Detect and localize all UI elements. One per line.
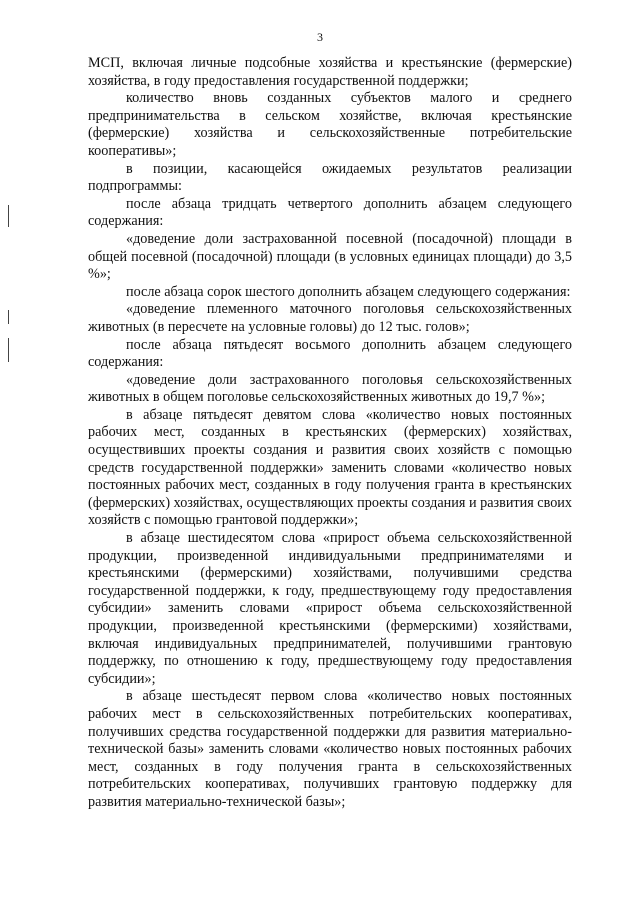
paragraph: в абзаце шестьдесят первом слова «количество новых постоянных рабочих мест в сельскохозяйственных потребительских кооперативах, получивших средства государственной поддержки для развития материально-технической базы» заменить словами «количество новых постоянных рабочих мест, созданных в году получения гранта в сельскохозяйственных потребительских кооперативах, получивших грантовую поддержку для развития материально-технической базы»; [88, 688, 572, 810]
paragraph: «доведение доли застрахованной посевной (посадочной) площади в общей посевной (посадочной) площади (в условных единицах площади) до 3,5 %»; [88, 230, 572, 283]
paragraph: после абзаца сорок шестого дополнить абзацем следующего содержания: [126, 283, 571, 300]
page-number: 3 [317, 30, 323, 44]
paragraph: количество вновь созданных субъектов малого и среднего предпринимательства в сельском хозяйстве, включая крестьянские (фермерские) хозяйства и сельскохозяйственные потребительские кооперативы»; [88, 90, 572, 159]
paragraph: после абзаца пятьдесят восьмого дополнить абзацем следующего содержания: [88, 336, 572, 371]
document-body [88, 55, 572, 812]
paragraph: в позиции, касающейся ожидаемых результатов реализации подпрограммы: [88, 160, 572, 195]
paragraph: «доведение племенного маточного поголовья сельскохозяйственных животных (в пересчете на условные головы) до 12 тыс. голов»; [88, 301, 572, 335]
paragraph: после абзаца тридцать четвертого дополнить абзацем следующего содержания: [88, 195, 572, 230]
margin-mark [8, 338, 9, 362]
margin-mark [8, 310, 9, 324]
paragraph: МСП, включая личные подсобные хозяйства и крестьянские (фермерские) хозяйства, в году предоставления государственной поддержки; [88, 55, 572, 89]
paragraph: в абзаце шестидесятом слова «прирост объема сельскохозяйственной продукции, произведенной индивидуальными предпринимателями и крестьянскими (фермерскими) хозяйствами, получившими средства государственной поддержки, к году, предшествующему году предоставления субсидии» заменить словами «прирост объема сельскохозяйственной продукции, произведенной крестьянскими (фермерскими) хозяйствами, включая индивидуальных предпринимателей, получившими грантовую поддержку, по отношению к году, предшествующему году предоставления субсидии»; [88, 530, 572, 687]
margin-mark [8, 205, 9, 227]
paragraph: «доведение доли застрахованного поголовья сельскохозяйственных животных в общем поголовье сельскохозяйственных животных до 19,7 %»; [88, 371, 572, 406]
paragraph: в абзаце пятьдесят девятом слова «количество новых постоянных рабочих мест, созданных в крестьянских (фермерских) хозяйствах, осуществивших проекты создания и развития своих хозяйств с помощью средств государственной поддержки» заменить словами «количество новых постоянных рабочих мест, созданных в году получения гранта в крестьянских (фермерских) хозяйствах, осуществляющих проекты создания и развития своих хозяйств с помощью грантовой поддержки»; [88, 406, 572, 529]
